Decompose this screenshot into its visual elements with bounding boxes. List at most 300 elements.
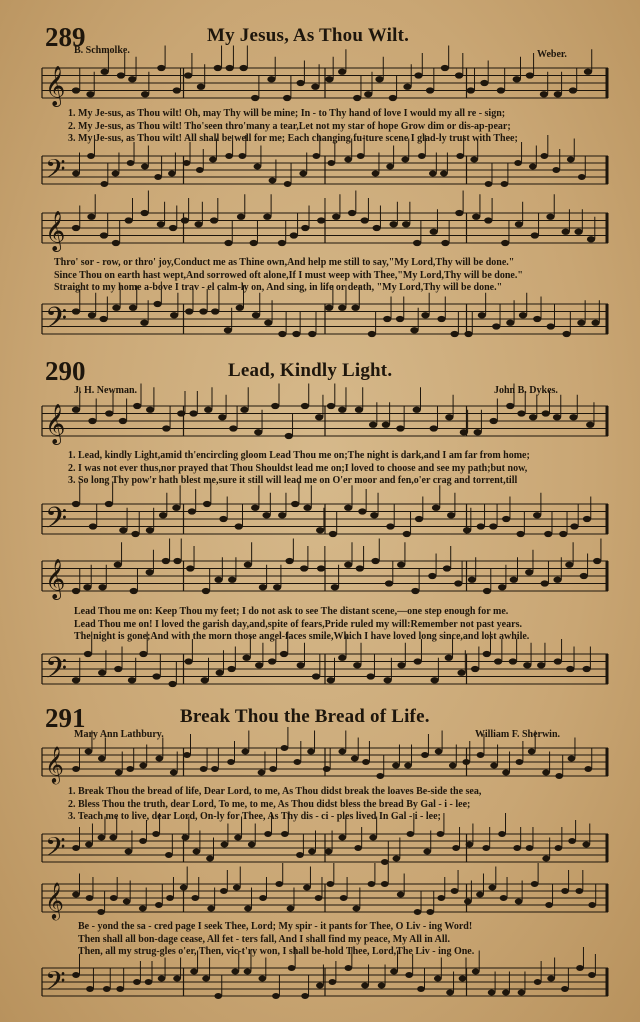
note-head: [348, 210, 356, 216]
note-head: [292, 331, 300, 337]
clef-icon: 𝄢: [45, 965, 66, 1003]
music-staff: [42, 878, 608, 918]
note-head: [428, 573, 436, 579]
note-head: [293, 759, 301, 765]
note-head: [583, 516, 591, 522]
note-head: [125, 849, 133, 855]
note-head: [237, 214, 245, 220]
note-head: [146, 569, 154, 575]
note-head: [281, 831, 289, 837]
note-head: [226, 65, 234, 71]
note-head: [368, 881, 376, 887]
note-head: [152, 673, 160, 679]
note-head: [326, 881, 334, 887]
note-head: [434, 976, 442, 982]
note-head: [105, 501, 113, 507]
note-head: [338, 749, 346, 755]
note-head: [72, 588, 80, 594]
music-staff: [42, 555, 608, 597]
note-head: [312, 673, 320, 679]
note-head: [155, 902, 163, 908]
note-head: [183, 752, 191, 758]
note-head: [196, 167, 204, 173]
note-head: [162, 425, 170, 431]
verse-line: 2. Bless Thou the truth, dear Lord, To me, to me, As Thou didst bless the bread By Gal - i - lee;: [68, 798, 471, 810]
note-head: [297, 80, 305, 86]
note-head: [311, 84, 319, 90]
note-head: [315, 414, 323, 420]
note-head: [219, 516, 227, 522]
note-head: [396, 425, 404, 431]
note-head: [283, 95, 291, 101]
note-head: [338, 305, 346, 311]
verse-line: Then shall all bon-dage cease, All fet - ters fall, And I shall find my peace, My All in All.: [78, 933, 450, 945]
music-staff: [42, 498, 608, 540]
note-head: [488, 990, 496, 996]
clef-icon: 𝄞: [45, 66, 66, 106]
note-head: [456, 153, 464, 159]
music-staff: [42, 400, 608, 442]
note-head: [430, 425, 438, 431]
note-head: [547, 976, 555, 982]
note-head: [291, 501, 299, 507]
note-head: [185, 308, 193, 314]
note-head: [562, 331, 570, 337]
note-head: [591, 320, 599, 326]
note-head: [181, 835, 189, 841]
note-head: [492, 323, 500, 329]
note-head: [98, 756, 106, 762]
note-head: [210, 217, 218, 223]
note-head: [561, 986, 569, 992]
note-head: [516, 531, 524, 537]
note-head: [531, 881, 539, 887]
note-head: [553, 577, 561, 583]
note-head: [413, 407, 421, 413]
note-head: [489, 418, 497, 424]
clef-icon: 𝄞: [45, 211, 66, 251]
note-head: [235, 523, 243, 529]
note-head: [471, 666, 479, 672]
note-head: [418, 153, 426, 159]
note-head: [545, 902, 553, 908]
note-head: [389, 221, 397, 227]
note-head: [99, 316, 107, 322]
note-head: [355, 407, 363, 413]
note-head: [248, 842, 256, 848]
note-head: [464, 331, 472, 337]
note-head: [397, 892, 405, 898]
note-head: [251, 95, 259, 101]
verse-line: The night is gone;And with the morn those angel-faces smile,Which I have loved long since,and lost awhile.: [74, 631, 530, 642]
note-head: [574, 229, 582, 235]
note-head: [389, 95, 397, 101]
note-head: [114, 562, 122, 568]
note-head: [431, 677, 439, 683]
note-head: [368, 331, 376, 337]
note-head: [308, 331, 316, 337]
note-head: [119, 418, 127, 424]
note-head: [452, 845, 460, 851]
note-head: [168, 171, 176, 177]
note-head: [275, 881, 283, 887]
note-head: [285, 433, 293, 439]
note-head: [285, 558, 293, 564]
note-head: [446, 990, 454, 996]
verse-line: 1. Break Thou the bread of life, Dear Lord, to me, As Thou didst break the loaves Be-side the sea,: [68, 786, 482, 797]
verse-line: Straight to my home a-bove I trav - el calm-ly on, And sing, in life or death, "My Lord,Thy will be done.": [54, 282, 503, 293]
note-head: [401, 157, 409, 163]
note-head: [523, 662, 531, 668]
note-head: [173, 976, 181, 982]
note-head: [98, 835, 106, 841]
note-head: [426, 87, 434, 93]
clef-icon: 𝄢: [45, 652, 68, 692]
note-head: [541, 580, 549, 586]
note-head: [133, 403, 141, 409]
note-head: [373, 225, 381, 231]
note-head: [542, 856, 550, 862]
note-head: [180, 885, 188, 891]
note-head: [381, 859, 389, 865]
music-staff: [42, 648, 608, 690]
note-head: [105, 410, 113, 416]
hymn-composer: John B. Dykes.: [494, 385, 558, 396]
note-head: [553, 414, 561, 420]
note-head: [441, 240, 449, 246]
verse-line: Then, all my strug-gles o'er, Then, vic-t'ry won, I shall be-hold Thee, Lord,The Liv - ing One.: [78, 946, 475, 957]
note-head: [417, 986, 425, 992]
note-head: [115, 770, 123, 776]
note-head: [170, 770, 178, 776]
note-head: [201, 677, 209, 683]
note-head: [301, 993, 309, 999]
note-head: [290, 232, 298, 238]
note-head: [542, 770, 550, 776]
note-head: [467, 87, 475, 93]
note-head: [578, 174, 586, 180]
note-head: [586, 422, 594, 428]
note-head: [141, 210, 149, 216]
note-head: [170, 312, 178, 318]
note-head: [202, 588, 210, 594]
note-head: [482, 845, 490, 851]
note-head: [459, 976, 467, 982]
music-staff: [42, 150, 608, 190]
note-head: [307, 749, 315, 755]
note-head: [588, 902, 596, 908]
note-head: [155, 756, 163, 762]
note-head: [166, 895, 174, 901]
note-head: [258, 770, 266, 776]
note-head: [470, 157, 478, 163]
note-head: [437, 895, 445, 901]
note-head: [454, 580, 462, 586]
note-head: [362, 759, 370, 765]
note-head: [361, 983, 369, 989]
note-head: [376, 773, 384, 779]
note-head: [490, 763, 498, 769]
note-head: [162, 558, 170, 564]
note-head: [547, 323, 555, 329]
note-head: [227, 666, 235, 672]
note-head: [533, 512, 541, 518]
verse-line: 1. My Je-sus, as Thou wilt! Oh, may Thy will be mine; In - to Thy hand of love I would my all re - sign;: [68, 108, 506, 119]
note-head: [402, 221, 410, 227]
note-head: [225, 153, 233, 159]
note-head: [72, 892, 80, 898]
note-head: [72, 171, 80, 177]
note-head: [497, 87, 505, 93]
note-head: [587, 236, 595, 242]
note-head: [271, 403, 279, 409]
note-head: [392, 763, 400, 769]
note-head: [145, 979, 153, 985]
clef-icon: 𝄞: [45, 881, 65, 919]
note-head: [397, 562, 405, 568]
verse-block: [68, 786, 481, 824]
note-head: [112, 305, 120, 311]
note-head: [584, 69, 592, 75]
note-head: [236, 305, 244, 311]
note-head: [211, 308, 219, 314]
note-head: [123, 899, 131, 905]
note-head: [189, 410, 197, 416]
note-head: [139, 906, 147, 912]
note-head: [358, 508, 366, 514]
note-head: [410, 327, 418, 333]
note-head: [72, 845, 80, 851]
note-head: [554, 91, 562, 97]
note-head: [85, 749, 93, 755]
note-head: [153, 301, 161, 307]
note-head: [297, 662, 305, 668]
note-head: [264, 831, 272, 837]
note-head: [498, 584, 506, 590]
note-head: [227, 759, 235, 765]
note-head: [146, 407, 154, 413]
note-head: [457, 670, 465, 676]
note-head: [220, 888, 228, 894]
note-head: [561, 888, 569, 894]
note-head: [262, 512, 270, 518]
note-head: [72, 972, 80, 978]
note-head: [129, 305, 137, 311]
note-head: [139, 763, 147, 769]
note-head: [583, 666, 591, 672]
note-head: [165, 852, 173, 858]
note-head: [588, 972, 596, 978]
note-head: [386, 523, 394, 529]
note-head: [287, 906, 295, 912]
note-head: [375, 76, 383, 82]
note-head: [455, 210, 463, 216]
note-head: [354, 845, 362, 851]
note-head: [224, 327, 232, 333]
note-head: [529, 414, 537, 420]
note-head: [537, 662, 545, 668]
note-head: [264, 320, 272, 326]
note-head: [435, 749, 443, 755]
note-head: [177, 410, 185, 416]
note-head: [515, 899, 523, 905]
note-head: [447, 512, 455, 518]
note-head: [184, 72, 192, 78]
note-head: [204, 407, 212, 413]
note-head: [267, 76, 275, 82]
note-head: [72, 225, 80, 231]
note-head: [478, 312, 486, 318]
note-head: [480, 80, 488, 86]
note-head: [86, 986, 94, 992]
note-head: [89, 523, 97, 529]
note-head: [252, 312, 260, 318]
note-head: [517, 410, 525, 416]
note-head: [268, 658, 276, 664]
note-head: [344, 562, 352, 568]
note-head: [552, 167, 560, 173]
note-head: [159, 512, 167, 518]
note-head: [239, 65, 247, 71]
note-head: [133, 979, 141, 985]
note-head: [483, 651, 491, 657]
note-head: [72, 87, 80, 93]
note-head: [378, 983, 386, 989]
hymn-composer: Weber.: [537, 49, 567, 60]
note-head: [472, 214, 480, 220]
note-head: [214, 577, 222, 583]
verse-line: Thro' sor - row, or thro' joy,Conduct me as Thine own,And help me still to say,"My Lord,Thy will be done.": [54, 257, 515, 268]
note-head: [87, 214, 95, 220]
note-head: [233, 885, 241, 891]
note-head: [568, 756, 576, 762]
note-head: [312, 153, 320, 159]
clef-icon: 𝄢: [45, 831, 66, 869]
note-head: [352, 906, 360, 912]
note-head: [396, 316, 404, 322]
note-head: [130, 588, 138, 594]
note-head: [228, 577, 236, 583]
note-head: [72, 407, 80, 413]
note-head: [254, 164, 262, 170]
note-head: [494, 658, 502, 664]
hymn-author: B. Schmolke.: [74, 45, 130, 56]
note-head: [353, 95, 361, 101]
note-head: [193, 849, 201, 855]
note-head: [301, 403, 309, 409]
note-head: [455, 72, 463, 78]
note-head: [421, 312, 429, 318]
verse-block: [54, 257, 523, 295]
note-head: [501, 181, 509, 187]
note-head: [84, 651, 92, 657]
verse-line: Lead Thou me on: Keep Thou my feet; I do not ask to see The distant scene,—one step enough for me.: [74, 606, 509, 617]
clef-icon: 𝄞: [45, 745, 65, 783]
note-head: [72, 501, 80, 507]
verse-block: [68, 108, 518, 146]
note-head: [186, 565, 194, 571]
note-head: [216, 670, 224, 676]
note-head: [516, 759, 524, 765]
note-head: [463, 527, 471, 533]
note-head: [128, 677, 136, 683]
note-head: [390, 969, 398, 975]
note-head: [534, 979, 542, 985]
note-head: [415, 516, 423, 522]
note-head: [372, 171, 380, 177]
note-head: [296, 852, 304, 858]
note-head: [576, 965, 584, 971]
note-head: [190, 969, 198, 975]
note-head: [443, 565, 451, 571]
note-head: [238, 153, 246, 159]
note-head: [404, 763, 412, 769]
note-head: [488, 885, 496, 891]
note-head: [315, 895, 323, 901]
note-head: [423, 849, 431, 855]
note-head: [325, 849, 333, 855]
note-head: [500, 895, 508, 901]
note-head: [405, 972, 413, 978]
note-head: [218, 414, 226, 420]
note-head: [531, 232, 539, 238]
note-head: [181, 217, 189, 223]
note-head: [406, 831, 414, 837]
note-head: [540, 153, 548, 159]
note-head: [316, 527, 324, 533]
note-head: [109, 835, 117, 841]
verse-line: Be - yond the sa - cred page I seek Thee, Lord; My spir - it pants for Thee, O Liv - ing Word!: [78, 921, 473, 932]
note-head: [357, 153, 365, 159]
note-head: [411, 588, 419, 594]
note-head: [83, 584, 91, 590]
note-head: [468, 577, 476, 583]
note-head: [303, 505, 311, 511]
clef-icon: 𝄢: [45, 153, 66, 191]
hymn-composer: William F. Sherwin.: [475, 729, 561, 740]
note-head: [317, 565, 325, 571]
note-head: [513, 76, 521, 82]
note-head: [303, 885, 311, 891]
clef-icon: 𝄢: [45, 502, 68, 542]
note-head: [393, 856, 401, 862]
note-head: [430, 229, 438, 235]
note-head: [229, 425, 237, 431]
note-head: [157, 221, 165, 227]
note-head: [529, 164, 537, 170]
note-head: [528, 749, 536, 755]
note-head: [255, 662, 263, 668]
note-head: [140, 320, 148, 326]
note-head: [188, 508, 196, 514]
note-head: [254, 429, 262, 435]
note-head: [72, 308, 80, 314]
note-head: [577, 320, 585, 326]
note-head: [199, 308, 207, 314]
note-head: [224, 240, 232, 246]
note-head: [169, 225, 177, 231]
verse-block: [74, 606, 529, 644]
note-head: [325, 305, 333, 311]
note-head: [299, 171, 307, 177]
note-head: [206, 856, 214, 862]
note-head: [329, 979, 337, 985]
note-head: [98, 670, 106, 676]
note-head: [278, 240, 286, 246]
note-head: [429, 171, 437, 177]
note-head: [403, 84, 411, 90]
note-head: [440, 171, 448, 177]
